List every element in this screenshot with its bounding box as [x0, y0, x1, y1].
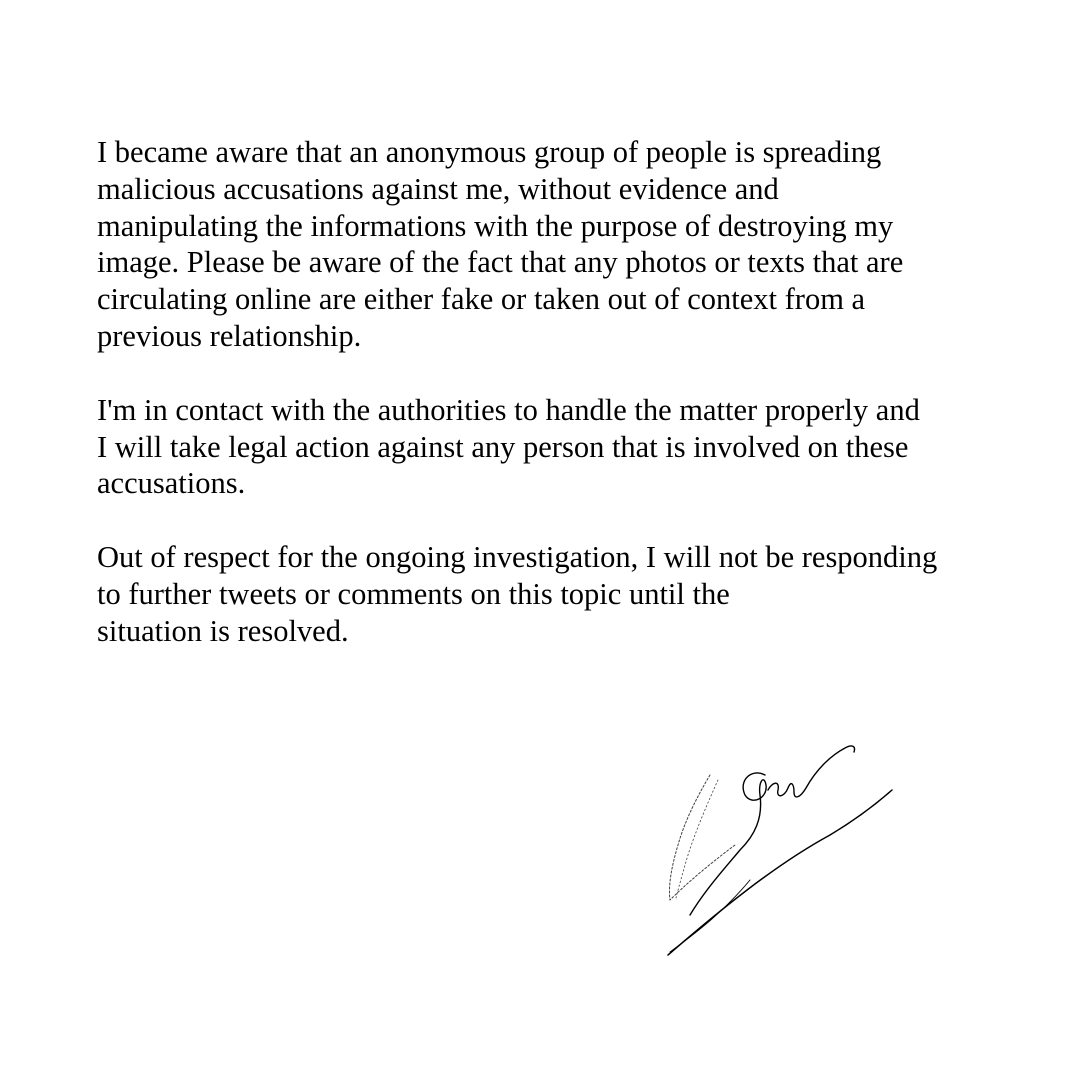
statement-line: image. Please be aware of the fact that any photos or texts that are	[97, 245, 904, 280]
signature-stroke	[668, 790, 892, 955]
statement-line: accusations.	[97, 466, 246, 501]
paragraph-2	[97, 392, 997, 502]
signature-stroke	[768, 746, 855, 797]
statement-body	[97, 134, 997, 650]
statement-line: previous relationship.	[97, 318, 362, 353]
statement-line: manipulating the informations with the purpose of destroying my	[97, 208, 894, 243]
statement-line: to further tweets or comments on this topic until the	[97, 576, 730, 611]
handwritten-signature	[660, 740, 905, 965]
statement-line: I'm in contact with the authorities to handle the matter properly and	[97, 392, 920, 427]
statement-line: Out of respect for the ongoing investigation, I will not be responding	[97, 540, 938, 575]
signature-stroke	[669, 775, 735, 900]
statement-line: malicious accusations against me, without evidence and	[97, 171, 779, 206]
paragraph-3	[97, 539, 997, 649]
statement-line: I will take legal action against any person that is involved on these	[97, 429, 909, 464]
paragraph-1	[97, 134, 997, 355]
statement-line: circulating online are either fake or taken out of context from a	[97, 282, 866, 317]
statement-line: situation is resolved.	[97, 613, 349, 648]
signature-stroke	[690, 773, 766, 915]
statement-line: I became aware that an anonymous group of people is spreading	[97, 135, 882, 169]
signature-stroke	[670, 880, 750, 952]
